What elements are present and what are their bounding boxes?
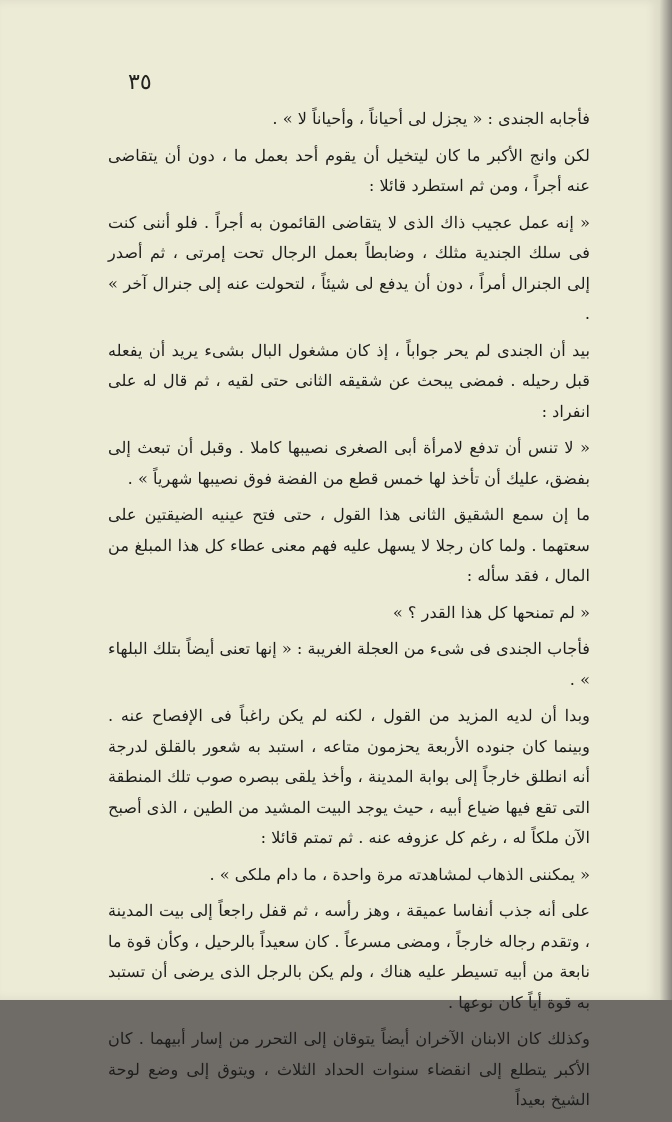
paragraph: فأجاب الجندى فى شىء من العجلة الغريبة : « إنها تعنى أيضاً بتلك البلهاء » . <box>107 639 590 689</box>
paragraph: « لا تنس أن تدفع لامرأة أبى الصغرى نصيبها كاملا . وقبل أن تبعث إلى بفضق، عليك أن تأخذ لها خمس قطع من الفضة فوق نصيبها شهرياً » . <box>108 438 590 488</box>
body-text <box>108 104 590 1122</box>
paragraph: « يمكننى الذهاب لمشاهدته مرة واحدة ، ما دام ملكى » . <box>209 864 590 884</box>
paragraph: « إنه عمل عجيب ذاك الذى لا يتقاضى القائمون به أجراً . فلو أننى كنت فى سلك الجندية مثلك ، وضابطاً بعمل الرجال تحت إمرتى ، ثم أصدر إلى الجنرال أمراً ، دون أن يدفع لى شيئاً ، لتحولت عنه إلى جنرال آخر » . <box>108 212 590 323</box>
paragraph: لكن وانج الأكبر ما كان ليتخيل أن يقوم أحد بعمل ما ، دون أن يتقاضى عنه أجراً ، ومن ثم استطرد قائلا : <box>108 145 590 195</box>
paragraph: فأجابه الجندى : « يجزل لى أحياناً ، وأحياناً لا » . <box>272 109 590 128</box>
paragraph: وبدا أن لديه المزيد من القول ، لكنه لم يكن راغباً فى الإفصاح عنه . وبينما كان جنوده الأربعة يحزمون متاعه ، استبد به شعور بالقلق لدرجة أنه انطلق خارجاً إلى بوابة المدينة ، وأخذ يلقى ببصره صوب تلك المنطقة التى تقع فيها ضياع أبيه ، حيث يوجد البيت المشيد من الطين ، الذى أصبح الآن ملكاً له ، رغم كل عزوفه عنه . ثم تمتم قائلا : <box>108 706 590 847</box>
paragraph: على أنه جذب أنفاسا عميقة ، وهز رأسه ، ثم قفل راجعاً إلى بيت المدينة ، وتقدم رجاله خارجاً ، ومضى مسرعاً . كان سعيداً بالرحيل ، وكأن قوة ما نابعة من أبيه تسيطر عليه هناك ، ولم يكن بالرجل الذى يرضى أن تستبد به قوة أياً كان نوعها . <box>108 901 590 1012</box>
paragraph: ما إن سمع الشقيق الثانى هذا القول ، حتى فتح عينيه الضيقتين على سعتهما . ولما كان رجلا لا يسهل عليه فهم معنى عطاء كل هذا المبلغ من المال ، فقد سأله : <box>108 505 590 585</box>
page-number: ٣٥ <box>128 70 152 95</box>
paragraph: وكذلك كان الابنان الآخران أيضاً يتوقان إلى التحرر من إسار أبيهما . كان الأكبر يتطلع إلى انقضاء سنوات الحداد الثلاث ، ويتوق إلى وضع لوحة الشيخ بعيداً <box>108 1029 590 1109</box>
paragraph: بيد أن الجندى لم يحر جواباً ، إذ كان مشغول البال بشىء يريد أن يفعله قبل رحيله . فمضى يبحث عن شقيقه الثانى حتى لقيه ، ثم قال له على انفراد : <box>108 340 590 421</box>
page-edge-shadow <box>660 0 672 1000</box>
paragraph: « لم تمنحها كل هذا القدر ؟ » <box>392 602 590 622</box>
